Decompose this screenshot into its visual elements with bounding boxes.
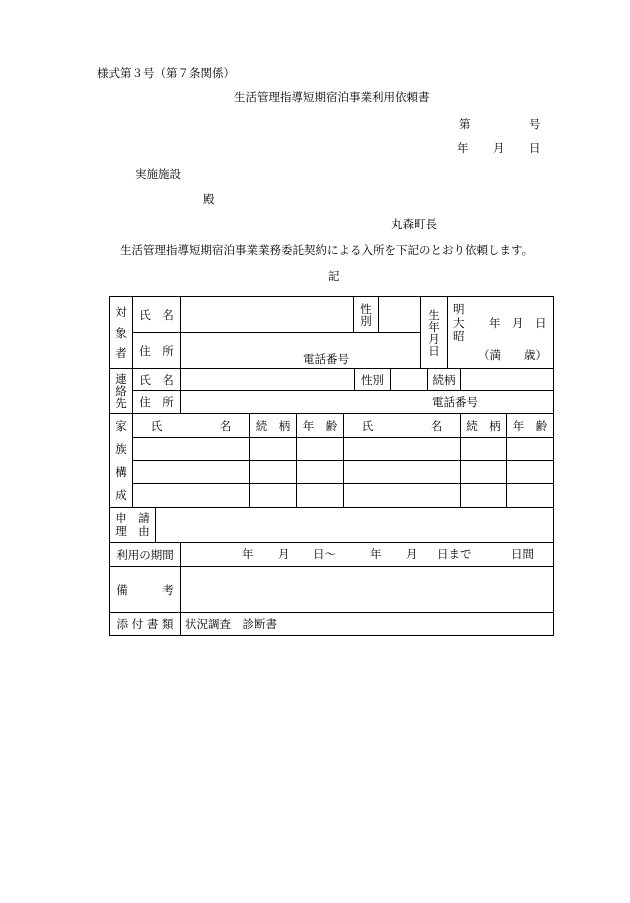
family-label	[110, 414, 133, 508]
sender: 丸森町長	[391, 217, 437, 231]
contact-address-value	[181, 391, 554, 414]
period-start-day: 日～	[313, 547, 336, 561]
doc-number-suffix: 号	[529, 117, 541, 131]
subject-gender-label-char: 性	[360, 301, 372, 316]
family-name-cell	[133, 438, 250, 461]
document-title: 生活管理指導短期宿泊事業利用依頼書	[234, 90, 430, 104]
family-age-cell	[297, 438, 344, 461]
family-label-char: 族	[115, 441, 127, 456]
subject-label	[110, 297, 133, 369]
family-name-cell	[344, 461, 461, 484]
contact-name-value	[181, 369, 355, 391]
reason-label-line: 申 請	[115, 511, 150, 525]
family-relation-cell	[250, 438, 297, 461]
subject-name-label: 氏 名	[133, 297, 181, 333]
birth-label-char: 月	[428, 331, 440, 346]
family-name-cell	[344, 438, 461, 461]
contact-gender-value	[391, 369, 428, 391]
subject-label-char: 者	[115, 346, 127, 361]
era-taisho: 大	[453, 315, 465, 330]
remarks-label: 備 考	[110, 567, 181, 613]
contact-relation-label: 続柄	[428, 369, 461, 391]
contact-label-char: 先	[115, 396, 127, 410]
attachments-value: 状況調査 診断書	[181, 613, 554, 636]
date-month: 月	[493, 141, 505, 155]
reason-label-line: 理 由	[115, 524, 150, 538]
birth-label-char: 年	[428, 319, 440, 334]
contact-label	[110, 369, 133, 414]
birth-label-char: 日	[428, 343, 440, 358]
contact-phone-label: 電話番号	[432, 395, 478, 409]
addressee-honorific: 殿	[203, 192, 215, 206]
contact-gender-label: 性別	[355, 369, 391, 391]
addressee-facility: 実施施設	[135, 167, 181, 181]
attachments-label: 添 付 書 類	[110, 613, 181, 636]
subject-label-char: 象	[115, 325, 127, 340]
family-age-cell	[507, 484, 554, 508]
family-label-char: 構	[115, 465, 127, 480]
subject-birth-label	[421, 297, 448, 369]
contact-name-label: 氏 名	[133, 369, 181, 391]
family-header-relation: 続 柄	[250, 414, 297, 438]
subject-gender-label-char: 別	[360, 313, 372, 328]
remarks-value	[181, 567, 554, 613]
family-age-cell	[297, 461, 344, 484]
contact-relation-value	[461, 369, 554, 391]
form-number: 様式第３号（第７条関係）	[97, 66, 235, 80]
subject-label-char: 対	[115, 304, 127, 319]
family-name-cell	[133, 461, 250, 484]
family-header-relation: 続 柄	[461, 414, 507, 438]
reason-label	[110, 508, 156, 543]
request-form-table	[109, 296, 554, 636]
reason-value	[156, 508, 554, 543]
period-end-day: 日まで	[437, 547, 472, 561]
contact-label-char: 絡	[115, 384, 127, 398]
period-label: 利用の期間	[110, 543, 181, 567]
family-relation-cell	[461, 438, 507, 461]
subject-birth-value	[448, 297, 554, 369]
era-showa: 昭	[453, 329, 465, 343]
age-field: （満 歳）	[478, 348, 547, 362]
period-end-month: 月	[406, 547, 418, 561]
family-name-cell	[344, 484, 461, 508]
contact-address-label: 住 所	[133, 391, 181, 414]
era-meiji: 明	[453, 302, 465, 316]
period-start-year: 年	[242, 547, 254, 561]
period-start-month: 月	[278, 547, 290, 561]
request-sentence: 生活管理指導短期宿泊事業業務委託契約による入所を下記のとおり依頼します。	[120, 243, 534, 257]
subject-address-label: 住 所	[133, 333, 181, 369]
family-age-cell	[507, 438, 554, 461]
period-value	[181, 543, 554, 567]
family-relation-cell	[250, 461, 297, 484]
period-end-year: 年	[370, 547, 382, 561]
subject-name-value	[181, 297, 354, 333]
subject-address-value	[181, 333, 421, 369]
family-header-name: 氏 名	[344, 414, 461, 438]
ki-heading: 記	[328, 269, 340, 283]
date-year: 年	[457, 141, 469, 155]
family-age-cell	[297, 484, 344, 508]
family-label-char: 成	[115, 488, 127, 503]
family-name-cell	[133, 484, 250, 508]
family-header-age: 年 齢	[507, 414, 554, 438]
doc-number-prefix: 第	[459, 117, 471, 131]
family-relation-cell	[461, 461, 507, 484]
subject-gender-label	[354, 297, 379, 333]
family-label-char: 家	[115, 418, 127, 433]
subject-phone-label: 電話番号	[303, 352, 349, 366]
family-header-name: 氏 名	[133, 414, 250, 438]
subject-gender-value	[379, 297, 421, 333]
contact-label-char: 連	[115, 372, 127, 386]
family-header-age: 年 齢	[297, 414, 344, 438]
family-relation-cell	[461, 484, 507, 508]
date-day: 日	[529, 141, 541, 155]
birth-era-options	[453, 303, 465, 344]
family-age-cell	[507, 461, 554, 484]
birth-label-char: 生	[428, 307, 440, 322]
period-days: 日間	[511, 547, 534, 561]
family-relation-cell	[250, 484, 297, 508]
birth-date-units: 年 月 日	[489, 316, 547, 330]
